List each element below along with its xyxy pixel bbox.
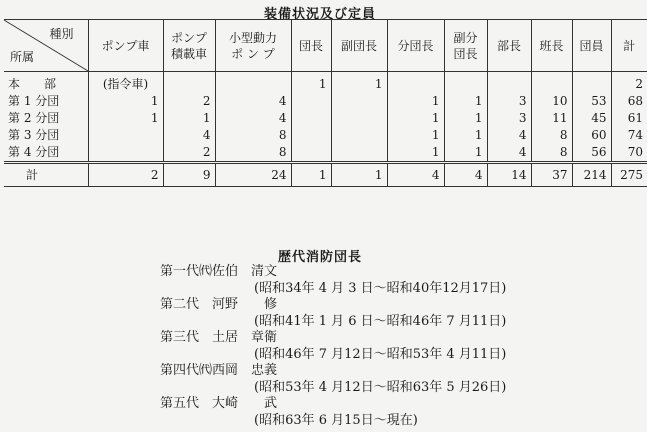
column-header: 小型動力 ポ ン プ [215, 20, 291, 72]
table-cell: 14 [487, 163, 531, 187]
column-header: ポンプ 積載車 [163, 20, 215, 72]
row-label: 本 部 [8, 77, 57, 91]
table-cell: 61 [611, 110, 647, 127]
table-cell: 4 [215, 93, 291, 110]
table-cell: 1 [387, 127, 444, 144]
table-cell: 24 [215, 163, 291, 187]
column-header: ポンプ車 [88, 20, 163, 72]
column-header: 分団長 [387, 20, 444, 72]
row-label: 計 [4, 163, 88, 187]
table-cell: 53 [572, 93, 611, 110]
table-cell: 60 [572, 127, 611, 144]
table-cell: 8 [531, 144, 572, 163]
table-row [4, 127, 647, 144]
header-affiliation-label: 所属 [10, 50, 35, 64]
column-header: 班長 [531, 20, 572, 72]
table-cell: 2 [163, 144, 215, 163]
table-cell: 4 [387, 163, 444, 187]
table-cell: 1 [387, 110, 444, 127]
table-cell: 8 [215, 144, 291, 163]
table-cell: 1 [331, 72, 387, 94]
table-cell: 1 [163, 110, 215, 127]
table-header-row [4, 20, 647, 72]
table-cell [291, 110, 331, 127]
table-cell [291, 93, 331, 110]
table-row [4, 93, 647, 110]
table-cell: 1 [444, 93, 487, 110]
table-cell: 68 [611, 93, 647, 110]
table-cell: 70 [611, 144, 647, 163]
table-cell: 3 [487, 110, 531, 127]
row-label: 第 3 分団 [8, 128, 60, 142]
table-cell: 1 [88, 110, 163, 127]
row-label: 第 2 分団 [8, 111, 60, 125]
table-cell: 9 [163, 163, 215, 187]
table-cell: 8 [531, 127, 572, 144]
table-cell [531, 72, 572, 94]
chief-name: 第二代 河野 修 [160, 297, 278, 312]
table-cell: 4 [444, 163, 487, 187]
table-cell: (指令車) [88, 72, 163, 94]
table-cell: 4 [487, 127, 531, 144]
chiefs-list [160, 264, 506, 429]
table-cell [215, 72, 291, 94]
chiefs-title: 歴代消防団長 [277, 250, 362, 265]
table-cell: 2 [163, 93, 215, 110]
table-cell [487, 72, 531, 94]
chief-name: 第三代 土居 章衛 [160, 330, 278, 345]
table-cell: 1 [387, 144, 444, 163]
table-cell [291, 127, 331, 144]
column-header: 計 [611, 20, 647, 72]
table-cell [331, 93, 387, 110]
table-cell [331, 110, 387, 127]
table-cell: 37 [531, 163, 572, 187]
equipment-table [4, 19, 647, 187]
column-header: 副団長 [331, 20, 387, 72]
table-cell [331, 127, 387, 144]
table-cell: 1 [444, 144, 487, 163]
table-cell: 1 [88, 93, 163, 110]
table-row [4, 72, 647, 94]
table-cell: 2 [88, 163, 163, 187]
table-cell: 10 [531, 93, 572, 110]
table-cell: 1 [291, 72, 331, 94]
table-row [4, 144, 647, 163]
table-cell [88, 127, 163, 144]
chief-term: (昭和53年 4 月12日～昭和63年 5 月26日) [254, 379, 507, 395]
table-cell: 4 [163, 127, 215, 144]
table-cell: 2 [611, 72, 647, 94]
row-label: 第 1 分団 [8, 94, 60, 108]
table-cell: 4 [215, 110, 291, 127]
total-row [4, 163, 647, 187]
table-cell: 1 [387, 93, 444, 110]
table-cell [387, 72, 444, 94]
table-cell: 11 [531, 110, 572, 127]
chief-name: 第四代㈹西岡 忠義 [160, 363, 278, 378]
table-cell: 74 [611, 127, 647, 144]
table-cell: 56 [572, 144, 611, 163]
chief-term: (昭和63年 6 月15日～現在) [254, 412, 418, 428]
table-cell: 1 [444, 110, 487, 127]
column-header: 部長 [487, 20, 531, 72]
chief-name: 第五代 大崎 武 [160, 396, 278, 411]
column-header: 団長 [291, 20, 331, 72]
table-cell: 4 [487, 144, 531, 163]
table-cell: 1 [444, 127, 487, 144]
table-cell: 8 [215, 127, 291, 144]
table-cell: 214 [572, 163, 611, 187]
header-type-label: 種別 [49, 27, 74, 41]
table-cell: 45 [572, 110, 611, 127]
chief-term: (昭和41年 1 月 6 日～昭和46年 7 月11日) [254, 313, 507, 329]
table-cell: 275 [611, 163, 647, 187]
chief-term: (昭和46年 7 月12日～昭和53年 4 月11日) [254, 346, 507, 362]
table-cell: 1 [291, 163, 331, 187]
chief-term: (昭和34年 4 月 3 日～昭和40年12月17日) [254, 280, 507, 296]
table-cell [331, 144, 387, 163]
table-cell [88, 144, 163, 163]
table-cell: 3 [487, 93, 531, 110]
column-header: 副分 団長 [444, 20, 487, 72]
equipment-title: 装備状況及び定員 [263, 7, 376, 22]
table-cell [572, 72, 611, 94]
table-cell: 1 [331, 163, 387, 187]
table-cell [291, 144, 331, 163]
header-corner-cell [4, 20, 88, 72]
row-label: 第 4 分団 [8, 145, 60, 159]
table-row [4, 110, 647, 127]
table-cell [444, 72, 487, 94]
table-cell [163, 72, 215, 94]
column-header: 団員 [572, 20, 611, 72]
chief-name: 第一代㈹佐伯 清文 [160, 264, 278, 279]
